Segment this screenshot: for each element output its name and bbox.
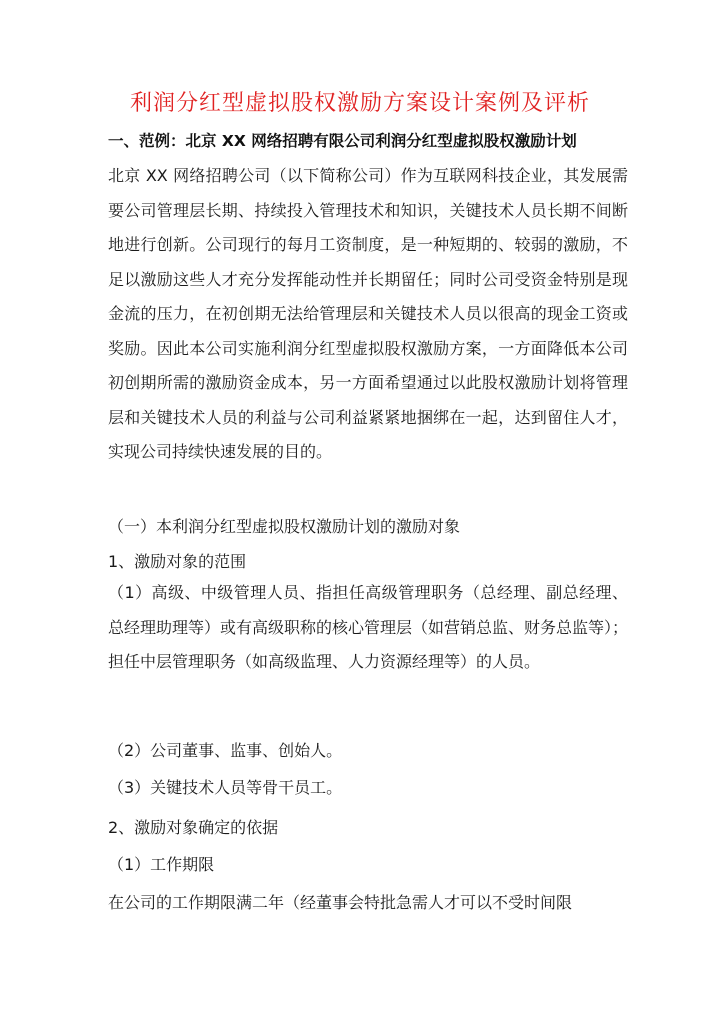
intro-paragraph: 北京 XX 网络招聘公司（以下简称公司）作为互联网科技企业，其发展需要公司管理层长期、持续投入管理技术和知识，关键技术人员长期不间断地进行创新。公司现行的每月工资制度，是一种短期的、较弱的激励，不足以激励这些人才充分发挥能动性并长期留任；同时公司受资金特别是现金流的压力，在初创期无法给管理层和关键技术人员以很高的现金工资或奖励。因此本公司实施利润分红型虚拟股权激励方案，一方面降低本公司初创期所需的激励资金成本，另一方面希望通过以此股权激励计划将管理层和关键技术人员的利益与公司利益紧紧地捆绑在一起，达到留住人才，实现公司持续快速发展的目的。 xyxy=(108,166,628,461)
item-target-basis-work-period: （1）工作期限 xyxy=(108,855,215,874)
work-period-text: 在公司的工作期限满二年（经董事会特批急需人才可以不受时间限 xyxy=(108,893,573,912)
section-heading: 一、范例：北京 XX 网络招聘有限公司利润分红型虚拟股权激励计划 xyxy=(108,132,577,150)
item-target-scope-managers: （1）高级、中级管理人员、指担任高级管理职务（总经理、副总经理、总经理助理等）或有高级职称的核心管理层（如营销总监、财务总监等）；担任中层管理职务（如高级监理、人力资源经理等）的人员。 xyxy=(108,583,629,671)
item-target-scope-directors: （2）公司董事、监事、创始人。 xyxy=(108,741,343,760)
item-target-scope: 1、激励对象的范围 xyxy=(108,552,247,571)
document-title: 利润分红型虚拟股权激励方案设计案例及评析 xyxy=(129,91,590,116)
item-target-basis: 2、激励对象确定的依据 xyxy=(108,818,279,837)
sub-heading-incentive-targets: （一）本利润分红型虚拟股权激励计划的激励对象 xyxy=(108,517,461,536)
item-target-scope-key-staff: （3）关键技术人员等骨干员工。 xyxy=(108,778,343,797)
